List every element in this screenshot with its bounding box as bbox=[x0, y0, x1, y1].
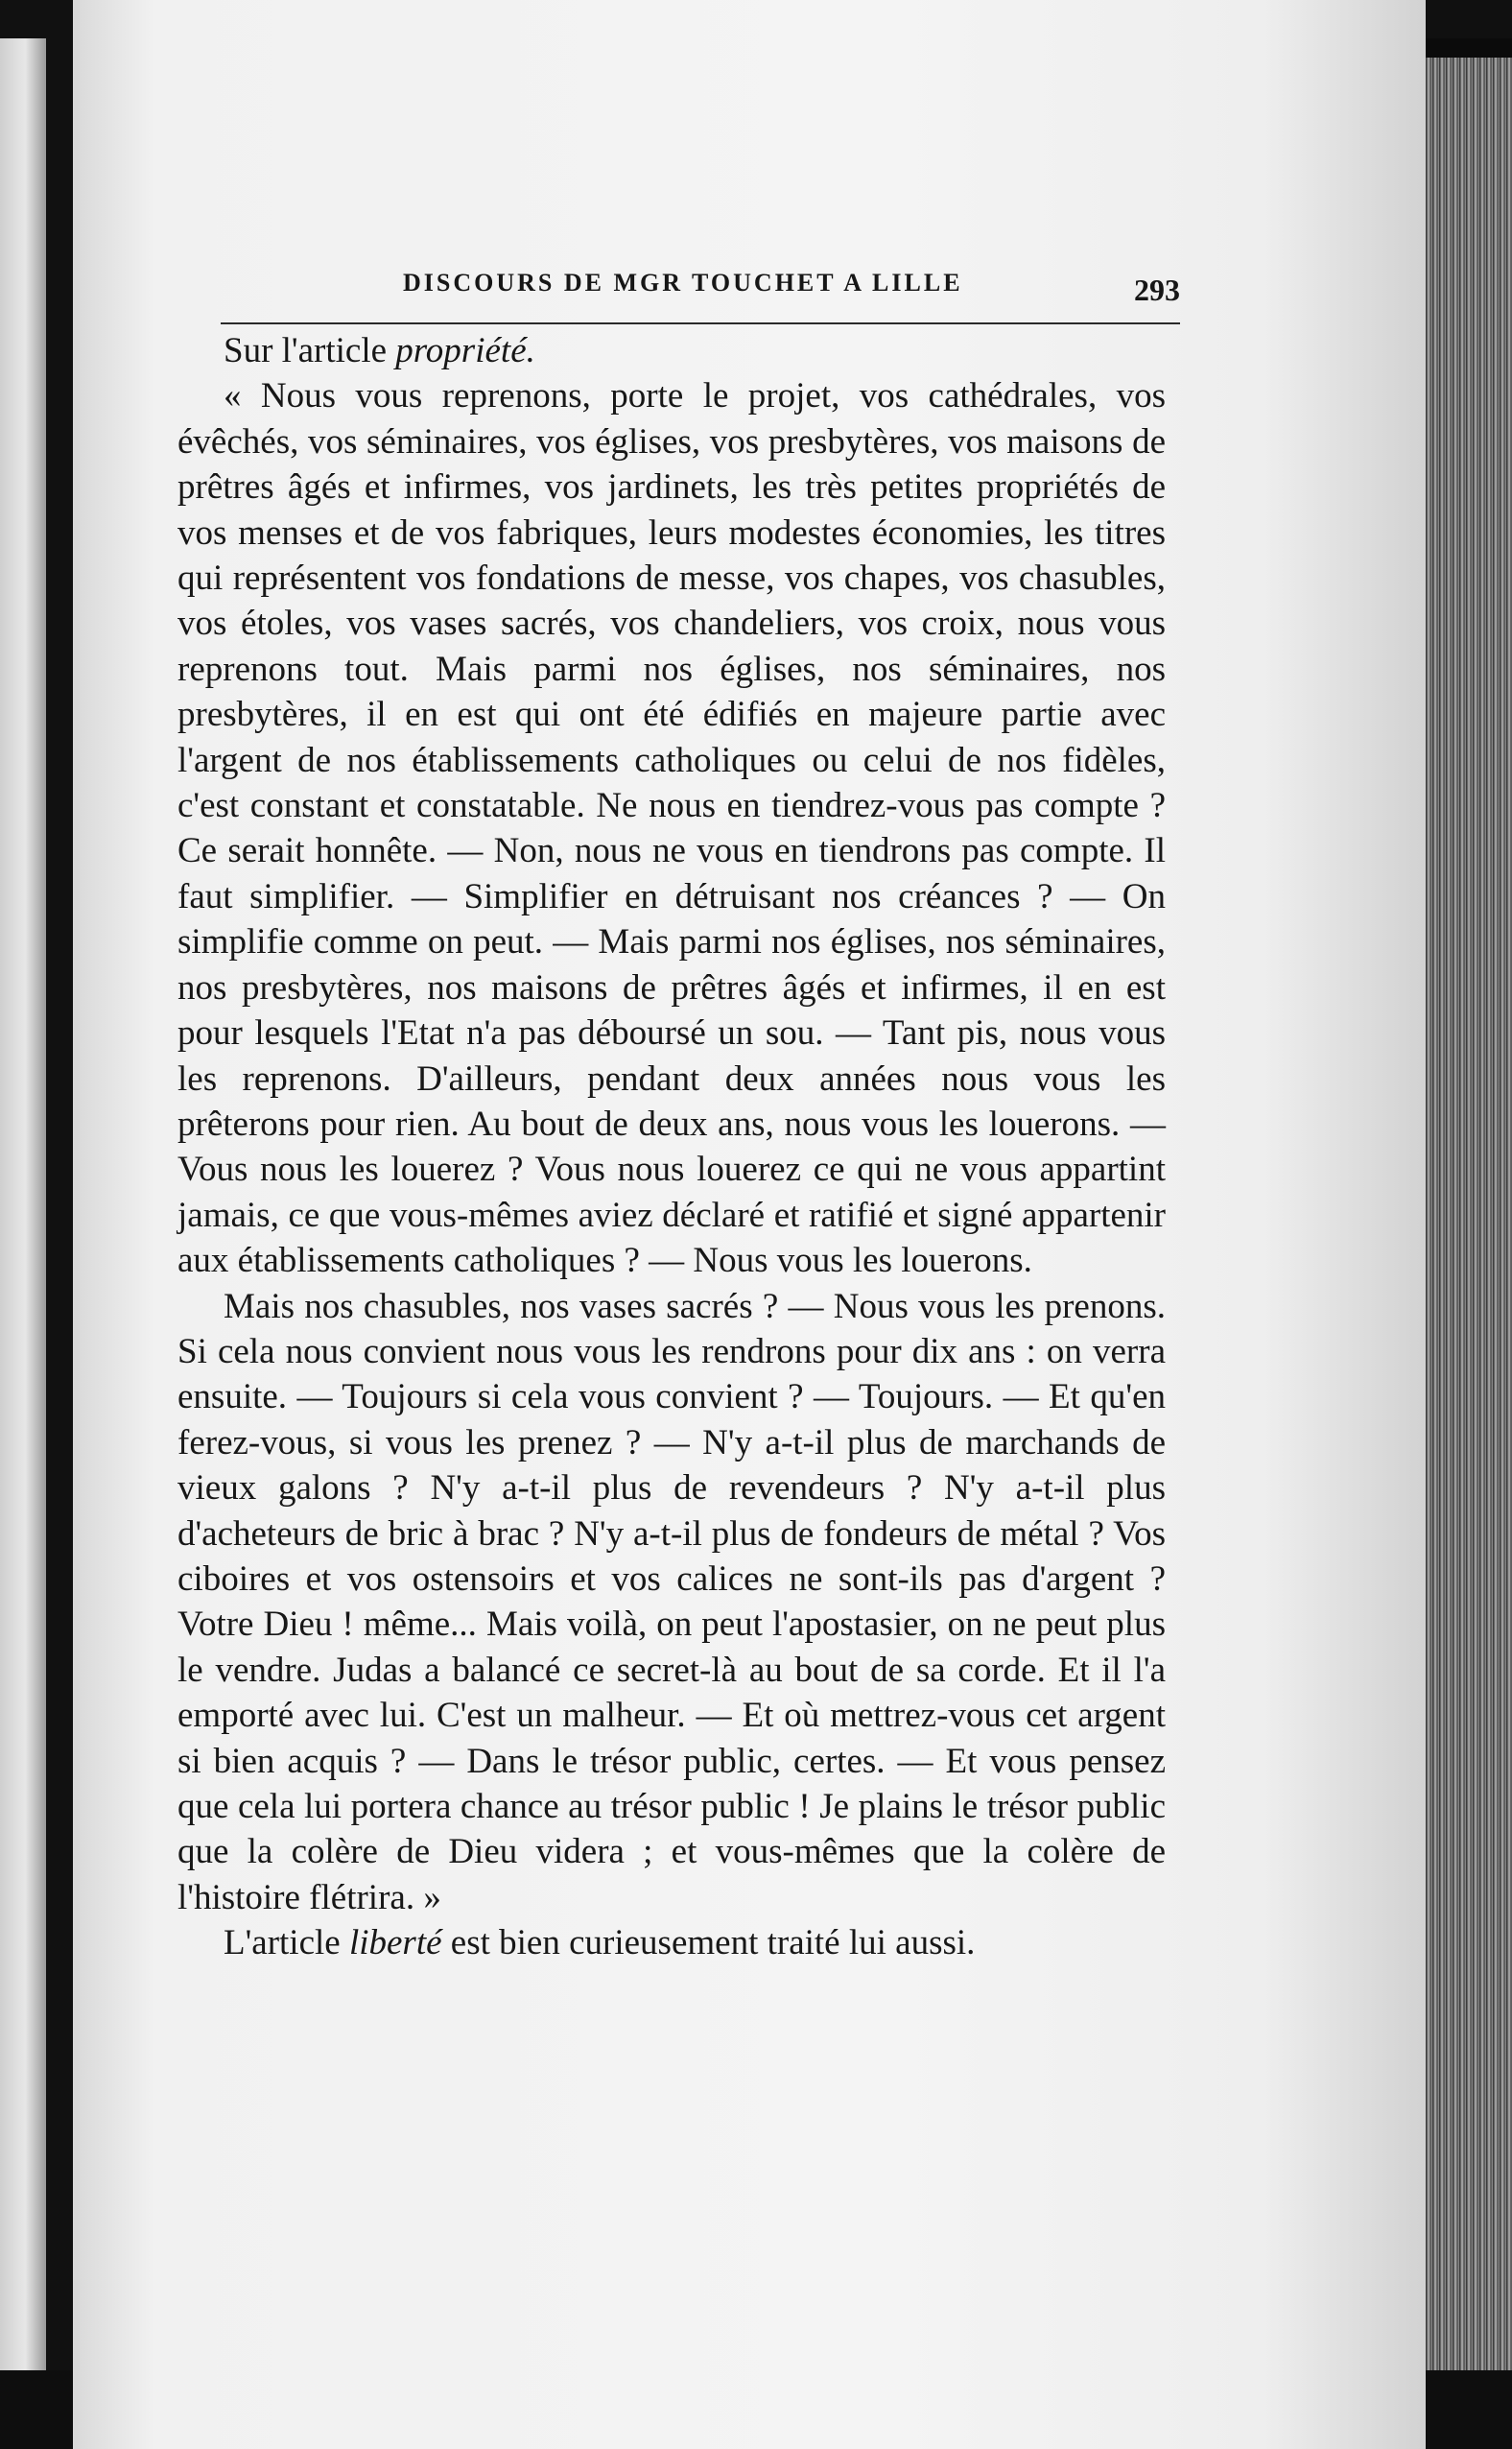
paragraph-closing-italic: liberté bbox=[348, 1923, 442, 1963]
paragraph-closing-tail: est bien curieusement traité lui aussi. bbox=[441, 1923, 976, 1963]
header-rule bbox=[221, 322, 1180, 324]
paragraph-heading-italic: propriété. bbox=[395, 331, 535, 370]
page-number: 293 bbox=[1134, 273, 1180, 307]
paragraph-quote-1: « Nous vous reprenons, porte le projet, vos cathédrales, vos évêchés, vos séminaires, vos églises, vos presbytères, vos maisons de prêtres âgés et infirmes, vos jardinets, les très petites propriétés de vos menses et de vos fabriques, leurs modestes économies, les titres qui représentent vos fondations de messe, vos chapes, vos chasubles, vos étoles, vos vases sacrés, vos chandeliers, vos croix, nous vous reprenons tout. Mais parmi nos églises, nos séminaires, nos presbytères, il en est qui ont été édifiés en majeure partie avec l'argent de nos établissements catholiques ou celui de nos fidèles, c'est constant et constatable. Ne nous en tiendrez-vous pas compte ? Ce serait honnête. — Non, nous ne vous en tiendrons pas compte. Il faut simplifier. — Simplifier en détruisant nos créances ? — On simplifie comme on peut. — Mais parmi nos églises, nos séminaires, nos presbytères, nos maisons de prêtres âgés et infirmes, il en est pour lesquels l'Etat n'a pas déboursé un sou. — Tant pis, nous vous les reprenons. D'ailleurs, pendant deux années nous vous les prêterons pour rien. Au bout de deux ans, nous vous les louerons. — Vous nous les louerez ? Vous nous louerez ce qui ne vous appartint jamais, ce que vous-mêmes aviez déclaré et ratifié et signé appartenir aux établissements catholiques ? — Nous vous les louerons. bbox=[177, 376, 1166, 1281]
body-text bbox=[177, 328, 1166, 1966]
paragraph-heading-lead: Sur l'article bbox=[224, 331, 396, 370]
book-page-edges bbox=[1426, 58, 1512, 2399]
running-title: DISCOURS DE MGR TOUCHET A LILLE bbox=[403, 269, 963, 297]
paragraph-heading bbox=[177, 328, 1166, 373]
paragraph-closing bbox=[177, 1920, 1166, 1965]
paragraph-closing-lead: L'article bbox=[224, 1923, 349, 1963]
running-head bbox=[221, 259, 1180, 317]
facing-page-edge bbox=[0, 38, 46, 2380]
paragraph-quote-2: Mais nos chasubles, nos vases sacrés ? — Nous vous les prenons. Si cela nous convient nous vous les rendrons pour dix ans : on verra ensuite. — Toujours si cela vous convient ? — Toujours. — Et qu'en ferez-vous, si vous les prenez ? — N'y a-t-il plus de marchands de vieux galons ? N'y a-t-il plus de revendeurs ? N'y a-t-il plus d'acheteurs de bric à brac ? N'y a-t-il plus de fondeurs de métal ? Vos ciboires et vos ostensoirs et vos calices ne sont-ils pas d'argent ? Votre Dieu ! même... Mais voilà, on peut l'apostasier, on ne peut plus le vendre. Judas a balancé ce secret-là au bout de sa corde. Et il l'a emporté avec lui. C'est un malheur. — Et où mettrez-vous cet argent si bien acquis ? — Dans le trésor public, certes. — Et vous pensez que cela lui portera chance au trésor public ! Je plains le trésor public que la colère de Dieu videra ; et vous-mêmes que la colère de l'histoire flétrira. » bbox=[177, 1286, 1166, 1917]
